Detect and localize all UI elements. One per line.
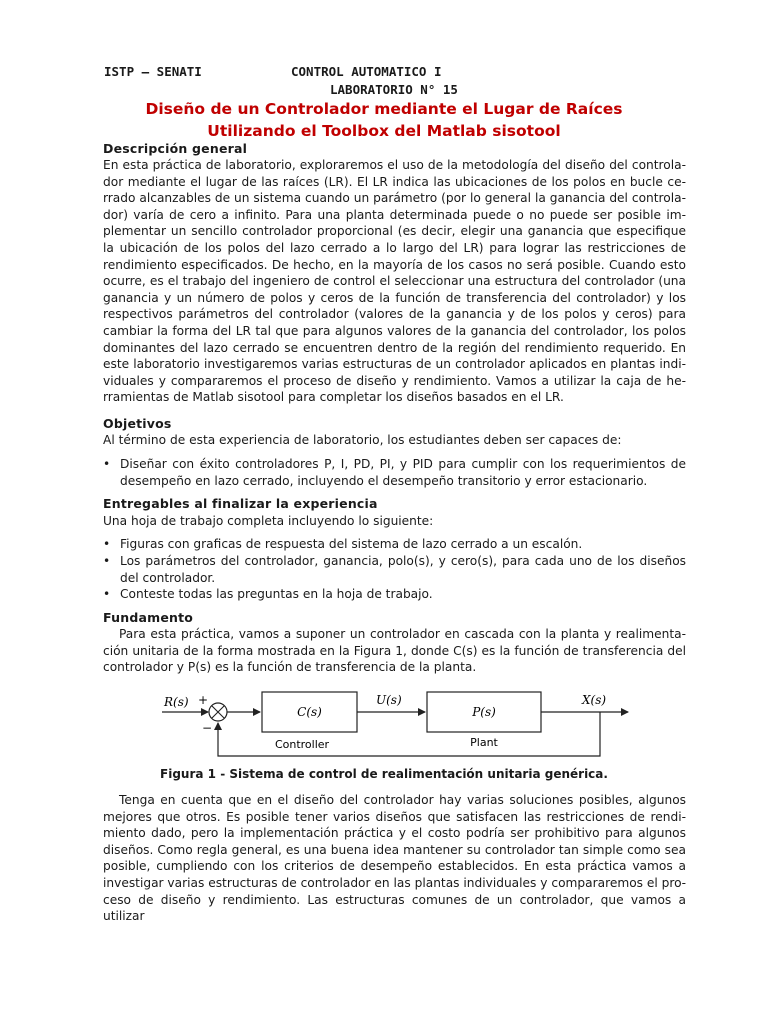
bullet-icon: • xyxy=(103,587,111,601)
lab-number: LABORATORIO N° 15 xyxy=(330,82,458,97)
entregables-heading: Entregables al finalizar la experiencia xyxy=(103,496,378,511)
bullet-icon: • xyxy=(103,537,111,551)
figure-caption: Figura 1 - Sistema de control de realimentación unitaria genérica. xyxy=(160,767,608,781)
document-header xyxy=(0,64,768,104)
signal-label: U(s) xyxy=(376,693,402,707)
objetivos-bullet-text: Diseñar con éxito controladores P, I, PD, PI, y PID para cumplir con los requerimientos de desempeño en lazo cerrado, incluyendo el desempeño transitorio y error estacionario. xyxy=(120,457,686,488)
entregables-bullet-2 xyxy=(103,553,686,586)
entregables-bullet-text: Los parámetros del controlador, ganancia, polo(s), y cero(s), para cada uno de los diseños del controlador. xyxy=(120,554,686,585)
entregables-bullet-1 xyxy=(103,536,686,553)
bullet-icon: • xyxy=(103,457,111,471)
fundamento-paragraph-1: Para esta práctica, vamos a suponer un controlador en cascada con la planta y realimentación unitaria de la forma mostrada en la Figura 1, donde C(s) es la función de transferencia del controlador y P(s) es la función de transferencia de la planta. xyxy=(103,627,686,675)
descripcion-heading: Descripción general xyxy=(103,141,248,156)
input-label: R(s) xyxy=(164,695,189,709)
fundamento-heading: Fundamento xyxy=(103,610,194,625)
entregables-bullet-text: Conteste todas las preguntas en la hoja de trabajo. xyxy=(120,587,433,601)
output-label: X(s) xyxy=(582,693,607,707)
entregables-bullet-text: Figuras con graficas de respuesta del sistema de lazo cerrado a un escalón. xyxy=(120,537,583,551)
bullet-icon: • xyxy=(103,554,111,568)
controller-label: Controller xyxy=(274,738,330,751)
title-line-2: Utilizando el Toolbox del Matlab sisotool xyxy=(207,122,561,140)
objetivos-intro: Al término de esta experiencia de laboratorio, los estudiantes deben ser capaces de: xyxy=(103,433,622,447)
plant-tf: P(s) xyxy=(472,705,496,719)
institution-name: ISTP – SENATI xyxy=(104,64,202,79)
objetivos-bullet xyxy=(103,456,686,489)
descripcion-body: En esta práctica de laboratorio, exploraremos el uso de la metodología del diseño del controlador mediante el lugar de las raíces (LR). El LR indica las ubicaciones de los polos en bucle cerrado alcanzables de un sistema cuando un parámetro (por lo general la ganancia del controlador) varía de cero a infinito. Para una planta determinada puede o no puede ser posible implementar un sencillo controlador proporcional (es decir, elegir una ganancia que especifique la ubicación de los polos del lazo cerrado a lo largo del LR) para lograr las restricciones de rendimiento especificados. De hecho, en la mayoría de los casos no será posible. Cuando esto ocurre, es el trabajo del ingeniero de control el seleccionar una estructura del controlador (una ganancia y un número de polos y ceros de la función de transferencia del controlador) y los respectivos parámetros del controlador (valores de la ganancia y de los polos y ceros) para cambiar la forma del LR tal que para algunos valores de la ganancia del controlador, los polos dominantes del lazo cerrado se encuentren dentro de la región del rendimiento requerido. En este laboratorio investigaremos varias estructuras de un controlador aplicados en plantas individuales y compararemos el proceso de diseño y rendimiento. Vamos a utilizar la caja de herramientas de Matlab sisotool para completar los diseños basados en el LR. xyxy=(103,158,686,405)
block-diagram xyxy=(150,684,640,764)
plant-label: Plant xyxy=(470,736,498,749)
controller-tf: C(s) xyxy=(297,705,322,719)
objetivos-heading: Objetivos xyxy=(103,416,172,431)
course-name: CONTROL AUTOMATICO I xyxy=(291,64,442,79)
fundamento-paragraph-2: Tenga en cuenta que en el diseño del controlador hay varias soluciones posibles, algunos mejores que otros. Es posible tener varios diseños que satisfacen las restricciones de rendimiento dado, pero la implementación práctica y el costo podría ser prohibitivo para algunos diseños. Como regla general, es una buena idea mantener su controlador tan simple como sea posible, cumpliendo con los criterios de desempeño establecidos. En esta práctica vamos a investigar varias estructuras de controlador en las plantas individuales y compararemos el proceso de diseño y rendimiento. Las estructuras comunes de un controlador, que vamos a utilizar xyxy=(103,793,686,924)
plus-sign: + xyxy=(198,693,209,707)
entregables-bullet-3 xyxy=(103,586,686,603)
minus-sign: − xyxy=(202,721,213,735)
entregables-intro: Una hoja de trabajo completa incluyendo lo siguiente: xyxy=(103,514,434,528)
summing-junction xyxy=(209,703,227,721)
title-line-1: Diseño de un Controlador mediante el Lugar de Raíces xyxy=(145,100,623,118)
